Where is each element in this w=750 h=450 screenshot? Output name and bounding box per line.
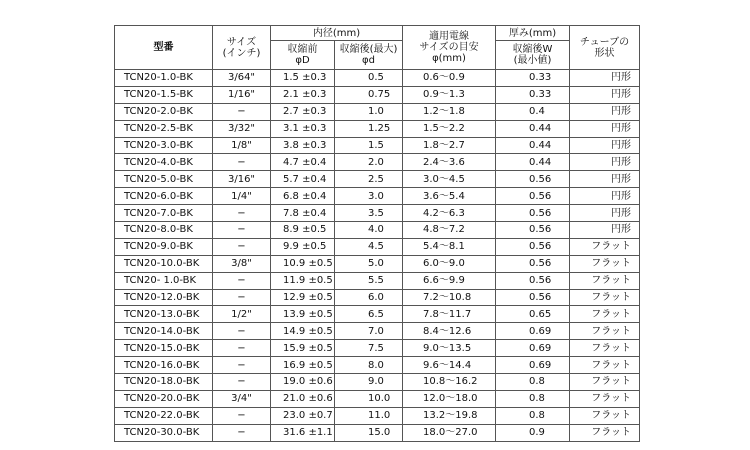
model-cell: TCN20-3.0-BK (115, 137, 213, 154)
thickness-cell: 0.8 (496, 374, 570, 391)
inch-cell: 1/16" (213, 86, 271, 103)
table-row (115, 357, 640, 374)
after-shrink-cell: 3.0 (335, 188, 403, 205)
tube-shape-cell: フラット (570, 340, 640, 357)
thickness-cell: 0.56 (496, 272, 570, 289)
tube-shape-cell: フラット (570, 255, 640, 272)
after-shrink-cell: 0.75 (335, 86, 403, 103)
model-cell: TCN20-30.0-BK (115, 424, 213, 441)
after-shrink-cell: 6.0 (335, 289, 403, 306)
header-after-shrink: 収縮後(最大) φd (335, 41, 403, 70)
inch-cell: 3/64" (213, 70, 271, 87)
inch-cell: 3/8" (213, 255, 271, 272)
thickness-cell: 0.44 (496, 137, 570, 154)
after-shrink-cell: 5.5 (335, 272, 403, 289)
table-body (115, 70, 640, 442)
after-shrink-cell: 5.0 (335, 255, 403, 272)
table-row (115, 289, 640, 306)
after-shrink-cell: 2.0 (335, 154, 403, 171)
thickness-cell: 0.4 (496, 103, 570, 120)
model-cell: TCN20-13.0-BK (115, 306, 213, 323)
before-shrink-cell: 3.1 ±0.3 (271, 120, 335, 137)
table-row (115, 323, 640, 340)
before-shrink-cell: 23.0 ±0.7 (271, 407, 335, 424)
inch-cell: − (213, 357, 271, 374)
thickness-cell: 0.56 (496, 222, 570, 239)
thickness-cell: 0.56 (496, 205, 570, 222)
wire-size-cell: 1.8〜2.7 (403, 137, 496, 154)
before-shrink-cell: 15.9 ±0.5 (271, 340, 335, 357)
after-shrink-cell: 11.0 (335, 407, 403, 424)
thickness-cell: 0.44 (496, 120, 570, 137)
table-row (115, 424, 640, 441)
wire-size-cell: 5.4〜8.1 (403, 238, 496, 255)
thickness-cell: 0.56 (496, 289, 570, 306)
before-shrink-cell: 8.9 ±0.5 (271, 222, 335, 239)
inch-cell: − (213, 340, 271, 357)
model-cell: TCN20-9.0-BK (115, 238, 213, 255)
inch-cell: 1/4" (213, 188, 271, 205)
before-shrink-cell: 19.0 ±0.6 (271, 374, 335, 391)
spec-table (114, 25, 640, 442)
inch-cell: − (213, 205, 271, 222)
table-row (115, 222, 640, 239)
wire-size-cell: 9.0〜13.5 (403, 340, 496, 357)
table-row (115, 171, 640, 188)
tube-shape-cell: フラット (570, 390, 640, 407)
before-shrink-cell: 5.7 ±0.4 (271, 171, 335, 188)
tube-shape-cell: フラット (570, 289, 640, 306)
header-model: 型番 (115, 26, 213, 70)
inch-cell: − (213, 323, 271, 340)
header-thickness: 厚み(mm) (496, 26, 570, 41)
header-inner-diameter: 内径(mm) (271, 26, 403, 41)
before-shrink-cell: 7.8 ±0.4 (271, 205, 335, 222)
inch-cell: − (213, 272, 271, 289)
tube-shape-cell: フラット (570, 424, 640, 441)
tube-shape-cell: 円形 (570, 120, 640, 137)
table-row (115, 340, 640, 357)
wire-size-cell: 7.2〜10.8 (403, 289, 496, 306)
wire-size-cell: 0.9〜1.3 (403, 86, 496, 103)
before-shrink-cell: 10.9 ±0.5 (271, 255, 335, 272)
thickness-cell: 0.56 (496, 171, 570, 188)
inch-cell: 3/32" (213, 120, 271, 137)
thickness-cell: 0.9 (496, 424, 570, 441)
table-row (115, 70, 640, 87)
model-cell: TCN20-8.0-BK (115, 222, 213, 239)
tube-shape-cell: フラット (570, 357, 640, 374)
after-shrink-cell: 10.0 (335, 390, 403, 407)
tube-shape-cell: 円形 (570, 171, 640, 188)
table-row (115, 238, 640, 255)
wire-size-cell: 12.0〜18.0 (403, 390, 496, 407)
model-cell: TCN20-1.0-BK (115, 70, 213, 87)
inch-cell: − (213, 374, 271, 391)
table-row (115, 407, 640, 424)
after-shrink-cell: 6.5 (335, 306, 403, 323)
wire-size-cell: 9.6〜14.4 (403, 357, 496, 374)
after-shrink-cell: 0.5 (335, 70, 403, 87)
wire-size-cell: 4.8〜7.2 (403, 222, 496, 239)
wire-size-cell: 7.8〜11.7 (403, 306, 496, 323)
model-cell: TCN20-2.0-BK (115, 103, 213, 120)
model-cell: TCN20-16.0-BK (115, 357, 213, 374)
tube-shape-cell: 円形 (570, 205, 640, 222)
after-shrink-cell: 2.5 (335, 171, 403, 188)
thickness-cell: 0.8 (496, 407, 570, 424)
table-row (115, 205, 640, 222)
wire-size-cell: 4.2〜6.3 (403, 205, 496, 222)
wire-size-cell: 1.2〜1.8 (403, 103, 496, 120)
inch-cell: 3/16" (213, 171, 271, 188)
wire-size-cell: 8.4〜12.6 (403, 323, 496, 340)
table-row (115, 390, 640, 407)
wire-size-cell: 13.2〜19.8 (403, 407, 496, 424)
tube-shape-cell: フラット (570, 306, 640, 323)
table-row (115, 120, 640, 137)
wire-size-cell: 6.6〜9.9 (403, 272, 496, 289)
tube-shape-cell: フラット (570, 238, 640, 255)
inch-cell: − (213, 407, 271, 424)
thickness-cell: 0.56 (496, 255, 570, 272)
inch-cell: − (213, 424, 271, 441)
header-before-shrink: 収縮前 φD (271, 41, 335, 70)
wire-size-cell: 10.8〜16.2 (403, 374, 496, 391)
thickness-cell: 0.69 (496, 340, 570, 357)
inch-cell: − (213, 238, 271, 255)
inch-cell: − (213, 154, 271, 171)
tube-shape-cell: 円形 (570, 188, 640, 205)
inch-cell: − (213, 222, 271, 239)
after-shrink-cell: 8.0 (335, 357, 403, 374)
inch-cell: 1/8" (213, 137, 271, 154)
model-cell: TCN20-1.5-BK (115, 86, 213, 103)
before-shrink-cell: 16.9 ±0.5 (271, 357, 335, 374)
thickness-cell: 0.8 (496, 390, 570, 407)
wire-size-cell: 3.0〜4.5 (403, 171, 496, 188)
model-cell: TCN20-20.0-BK (115, 390, 213, 407)
tube-shape-cell: フラット (570, 374, 640, 391)
after-shrink-cell: 3.5 (335, 205, 403, 222)
header-wire-size: 適用電線 サイズの目安 φ(mm) (403, 26, 496, 70)
table-row (115, 374, 640, 391)
inch-cell: − (213, 289, 271, 306)
table-row (115, 188, 640, 205)
thickness-cell: 0.56 (496, 238, 570, 255)
after-shrink-cell: 4.5 (335, 238, 403, 255)
after-shrink-cell: 4.0 (335, 222, 403, 239)
model-cell: TCN20-10.0-BK (115, 255, 213, 272)
tube-shape-cell: フラット (570, 323, 640, 340)
after-shrink-cell: 1.5 (335, 137, 403, 154)
model-cell: TCN20-14.0-BK (115, 323, 213, 340)
thickness-cell: 0.33 (496, 86, 570, 103)
tube-shape-cell: 円形 (570, 70, 640, 87)
wire-size-cell: 1.5〜2.2 (403, 120, 496, 137)
before-shrink-cell: 9.9 ±0.5 (271, 238, 335, 255)
thickness-cell: 0.33 (496, 70, 570, 87)
table-row (115, 86, 640, 103)
before-shrink-cell: 21.0 ±0.6 (271, 390, 335, 407)
table-row (115, 137, 640, 154)
table-row (115, 272, 640, 289)
after-shrink-cell: 1.25 (335, 120, 403, 137)
inch-cell: − (213, 103, 271, 120)
wire-size-cell: 2.4〜3.6 (403, 154, 496, 171)
model-cell: TCN20-12.0-BK (115, 289, 213, 306)
wire-size-cell: 3.6〜5.4 (403, 188, 496, 205)
inch-cell: 3/4" (213, 390, 271, 407)
after-shrink-cell: 1.0 (335, 103, 403, 120)
tube-shape-cell: 円形 (570, 222, 640, 239)
inch-cell: 1/2" (213, 306, 271, 323)
before-shrink-cell: 13.9 ±0.5 (271, 306, 335, 323)
header-tube-shape: チューブの 形状 (570, 26, 640, 70)
model-cell: TCN20-7.0-BK (115, 205, 213, 222)
tube-shape-cell: 円形 (570, 103, 640, 120)
table-row (115, 154, 640, 171)
before-shrink-cell: 31.6 ±1.1 (271, 424, 335, 441)
tube-shape-cell: フラット (570, 272, 640, 289)
thickness-cell: 0.69 (496, 357, 570, 374)
before-shrink-cell: 2.1 ±0.3 (271, 86, 335, 103)
after-shrink-cell: 9.0 (335, 374, 403, 391)
table-row (115, 255, 640, 272)
tube-shape-cell: 円形 (570, 137, 640, 154)
wire-size-cell: 6.0〜9.0 (403, 255, 496, 272)
after-shrink-cell: 7.0 (335, 323, 403, 340)
tube-shape-cell: 円形 (570, 154, 640, 171)
model-cell: TCN20-6.0-BK (115, 188, 213, 205)
before-shrink-cell: 4.7 ±0.4 (271, 154, 335, 171)
model-cell: TCN20-4.0-BK (115, 154, 213, 171)
model-cell: TCN20-22.0-BK (115, 407, 213, 424)
after-shrink-cell: 15.0 (335, 424, 403, 441)
tube-shape-cell: 円形 (570, 86, 640, 103)
model-cell: TCN20- 1.0-BK (115, 272, 213, 289)
thickness-cell: 0.69 (496, 323, 570, 340)
header-thickness-sub: 収縮後W (最小値) (496, 41, 570, 70)
before-shrink-cell: 2.7 ±0.3 (271, 103, 335, 120)
model-cell: TCN20-15.0-BK (115, 340, 213, 357)
tube-shape-cell: フラット (570, 407, 640, 424)
model-cell: TCN20-5.0-BK (115, 171, 213, 188)
wire-size-cell: 18.0〜27.0 (403, 424, 496, 441)
thickness-cell: 0.56 (496, 188, 570, 205)
thickness-cell: 0.65 (496, 306, 570, 323)
model-cell: TCN20-18.0-BK (115, 374, 213, 391)
table-row (115, 103, 640, 120)
before-shrink-cell: 1.5 ±0.3 (271, 70, 335, 87)
before-shrink-cell: 14.9 ±0.5 (271, 323, 335, 340)
table-row (115, 306, 640, 323)
wire-size-cell: 0.6〜0.9 (403, 70, 496, 87)
header-size: サイズ (インチ) (213, 26, 271, 70)
thickness-cell: 0.44 (496, 154, 570, 171)
before-shrink-cell: 12.9 ±0.5 (271, 289, 335, 306)
after-shrink-cell: 7.5 (335, 340, 403, 357)
model-cell: TCN20-2.5-BK (115, 120, 213, 137)
before-shrink-cell: 3.8 ±0.3 (271, 137, 335, 154)
before-shrink-cell: 6.8 ±0.4 (271, 188, 335, 205)
before-shrink-cell: 11.9 ±0.5 (271, 272, 335, 289)
